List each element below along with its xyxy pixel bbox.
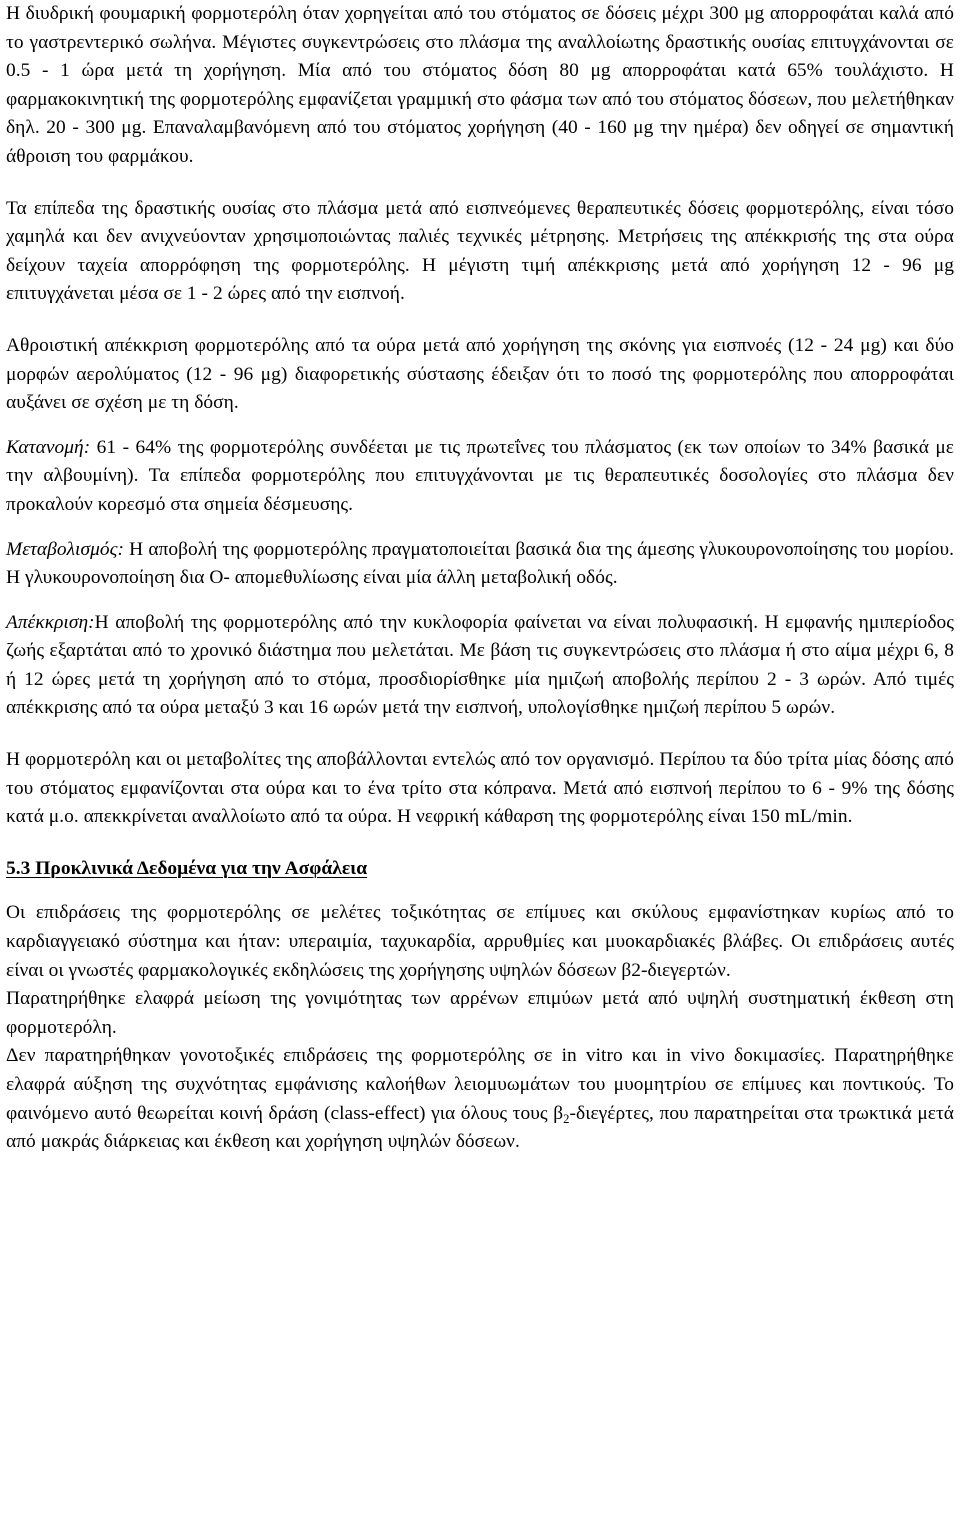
cumulative-excretion-paragraph: Αθροιστική απέκκριση φορμοτερόλης από τα ούρα μετά από χορήγηση της σκόνης για εισπνοές (12 - 24 μg) και δύο μορφών αερολύματος (12 - 96 μg) διαφορετικής σύστασης έδειξαν ότι το ποσό της φορμοτερόλης που απορροφάται αυξάνει σε σχέση με τη δόση. [6,334,954,414]
preclinical-paragraph-1: Οι επιδράσεις της φορμοτερόλης σε μελέτες τοξικότητας σε επίμυες και σκύλους εμφανίστηκαν κυρίως από το καρδιαγγειακό σύστημα και ήταν: υπεραιμία, ταχυκαρδία, αρρυθμίες και μυοκαρδιακές βλάβες. Οι επιδράσεις αυτές είναι οι γνωστές φαρμακολογικές εκδηλώσεις της χορήγησης υψηλών δόσεων β2-διεγερτών. [6,902,954,981]
plasma-levels-paragraph: Τα επίπεδα της δραστικής ουσίας στο πλάσμα μετά από εισπνεόμενες θεραπευτικές δόσεις φορμοτερόλης, είναι τόσο χαμηλά και δεν ανιχνεύονταν χρησιμοποιώντας παλιές τεχνικές μέτρησης. Μετρήσεις της απέκκρισής της στα ούρα δείχουν ταχεία απορρόφηση της φορμοτερόλης. Η μέγιστη τιμή απέκκρισης μετά από χορήγηση 12 - 96 μg επιτυγχάνεται μέσα σε 1 - 2 ώρες από την εισπνοή. [6,197,954,305]
distribution-label: Κατανομή: [6,436,91,458]
beta-subscript: 2 [563,1111,570,1126]
preclinical-paragraph-3-end: -διεγέρτες, που παρατηρείται στα τρωκτικά μετά από μακράς διάρκειας και έκθεση και χορήγηση υψηλών δόσεων. [6,1102,955,1153]
excretion-text: Η αποβολή της φορμοτερόλης από την κυκλοφορία φαίνεται να είναι πολυφασική. Η εμφανής ημιπερίοδος ζωής εξαρτάται από το χρονικό διάστημα που μελετάται. Με βάση τις συγκεντρώσεις στο πλάσμα ή στο αίμα μέχρι 6, 8 ή 12 ώρες μετά τη χορήγηση από το στόμα, προσδιορίσθηκε μία ημιζωή αποβολής περίπου 2 - 3 ωρών. Από τιμές απέκκρισης από τα ούρα μεταξύ 3 και 16 ωρών μετά την εισπνοή, υπολογίσθηκε ημιζωή περίπου 5 ωρών. [6,611,954,719]
elimination-paragraph: Η φορμοτερόλη και οι μεταβολίτες της αποβάλλονται εντελώς από τον οργανισμό. Περίπου τα δύο τρίτα μίας δόσης από του στόματος εμφανίζονται στα ούρα και το ένα τρίτο στα κόπρανα. Μετά από εισπνοή περίπου το 6 - 9% της δόσης κατά μ.ο. απεκκρίνεται αναλλοίωτο από τα ούρα. Η νεφρική κάθαρση της φορμοτερόλης είναι 150 mL/min. [6,749,954,828]
absorption-paragraph: Η διυδρική φουμαρική φορμοτερόλη όταν χορηγείται από του στόματος σε δόσεις μέχρι 300 μg απορροφάται καλά από το γαστρεντερικό σωλήνα. Μέγιστες συγκεντρώσεις στο πλάσμα της αναλλοίωτης δραστικής ουσίας επιτυγχάνονται σε 0.5 - 1 ώρα μετά τη χορήγηση. Μία από του στόματος δόση 80 μg απορροφάται κατά 65% τουλάχιστο. Η φαρμακοκινητική της φορμοτερόλης εμφανίζεται γραμμική στο φάσμα των από του στόματος δόσεων, που μελετήθηκαν δηλ. 20 - 300 μg. Επαναλαμβανόμενη από του στόματος χορήγηση (40 - 160 μg την ημέρα) δεν οδηγεί σε σημαντική άθροιση του φαρμάκου. [6,3,954,167]
excretion-label: Απέκκριση: [6,611,95,633]
distribution-text: 61 - 64% της φορμοτερόλης συνδέεται με τις πρωτεΐνες του πλάσματος (εκ των οποίων το 34% βασικά με την αλβουμίνη). Τα επίπεδα φορμοτερόλης που επιτυγχάνονται με τις θεραπευτικές δοσολογίες στο πλάσμα δεν προκαλούν κορεσμό στα σημεία δέσμευσης. [6,436,954,515]
preclinical-paragraph-2: Παρατηρήθηκε ελαφρά μείωση της γονιμότητας των αρρένων επιμύων μετά από υψηλή συστηματική έκθεση στη φορμοτερόλη. [6,988,954,1038]
preclinical-paragraph-3 [6,1042,954,1156]
metabolism-label: Μεταβολισμός: [6,538,125,560]
section-heading [6,855,954,884]
metabolism-paragraph [6,536,954,593]
excretion-paragraph [6,609,954,723]
distribution-paragraph [6,434,954,520]
metabolism-text: Η αποβολή της φορμοτερόλης πραγματοποιείται βασικά δια της άμεσης γλυκουρονοποίησης του μορίου. Η γλυκουρονοποίηση δια Ο- απομεθυλίωσης είναι μία άλλη μεταβολική οδός. [6,538,954,589]
preclinical-paragraph-3-text: Δεν παρατηρήθηκαν γονοτοξικές επιδράσεις της φορμοτερόλης σε in vitro και in vivo δοκιμασίες. Παρατηρήθηκε ελαφρά αύξηση της συχνότητας εμφάνισης καλοήθων λειομυωμάτων του μυομητρίου σε επίμυες και ποντικούς. Το φαινόμενο αυτό θεωρείται κοινή δράση (class-effect) για όλους τους β [6,1045,954,1124]
section-heading-text: 5.3 Προκλινικά Δεδομένα για την Ασφάλεια [6,857,368,879]
